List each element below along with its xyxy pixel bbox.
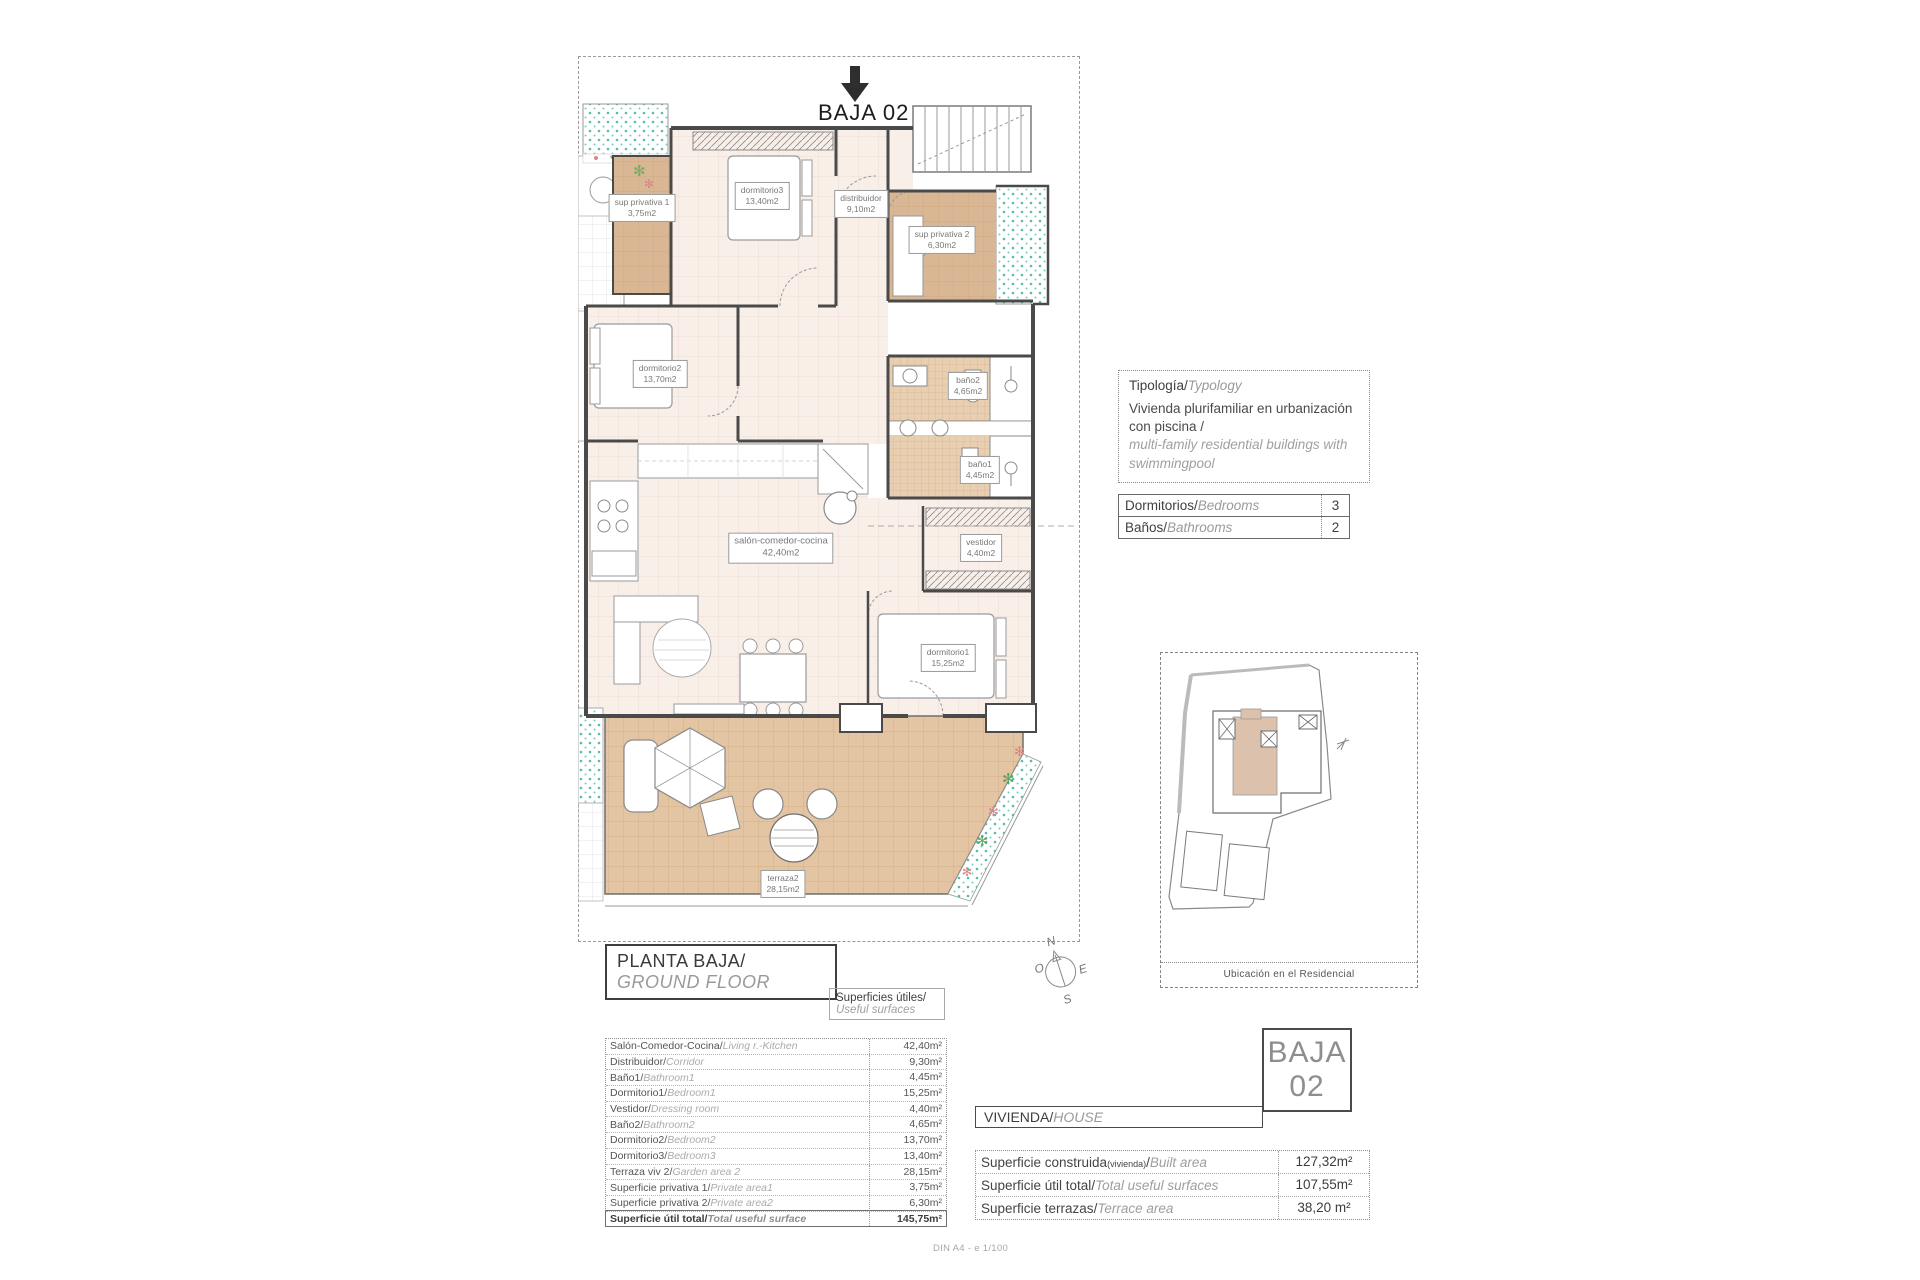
table-row: Dormitorio3/Bedroom3 13,40m² [606, 1148, 946, 1164]
table-row: Superficie útil total/Total useful surfaces 107,55m² [976, 1173, 1369, 1196]
site-location-map [1160, 652, 1418, 988]
svg-text:✻: ✻ [1014, 744, 1025, 759]
table-row: Superficie construida(vivienda)/Built area 127,32m² [976, 1151, 1369, 1173]
table-row: Vestidor/Dressing room 4,40m² [606, 1101, 946, 1117]
site-map-drawing [1161, 653, 1415, 959]
house-table-header: VIVIENDA/ HOUSE [975, 1106, 1263, 1128]
svg-text:S: S [1061, 991, 1074, 1008]
table-row: Superficie privativa 2/Private area2 6,30m² [606, 1195, 946, 1211]
unit-entry-label: BAJA 02 [818, 100, 910, 125]
table-row-total: Superficie útil total/Total useful surface 145,75m² [606, 1211, 946, 1227]
typology-title: Tipología/Typology [1129, 378, 1242, 393]
room-label-dormitorio2: dormitorio2 13,70m2 [633, 360, 688, 388]
room-label-dormitorio1: dormitorio1 15,25m2 [921, 644, 976, 672]
house-totals-table [975, 1150, 1370, 1220]
counts-row-bedrooms: Dormitorios/Bedrooms 3 [1119, 495, 1349, 516]
table-row: Superficie privativa 1/Private area1 3,75m² [606, 1179, 946, 1195]
floor-title-en: GROUND FLOOR [617, 972, 771, 992]
svg-text:✻: ✻ [962, 865, 973, 879]
typology-text-es: Vivienda plurifamiliar en urbanización con piscina / [1129, 401, 1353, 435]
svg-text:E: E [1076, 961, 1089, 977]
table-row: Dormitorio2/Bedroom2 13,70m² [606, 1132, 946, 1148]
floor-plan [578, 56, 1078, 940]
svg-text:✻: ✻ [988, 804, 999, 819]
room-label-terraza2: terraza2 28,15m2 [760, 870, 805, 898]
useful-surfaces-header: Superficies útiles/ Useful surfaces [829, 988, 945, 1020]
table-row: Dormitorio1/Bedroom1 15,25m² [606, 1085, 946, 1101]
bathrooms-count: 2 [1321, 517, 1349, 538]
table-row: Baño2/Bathroom2 4,65m² [606, 1116, 946, 1132]
svg-text:N: N [1044, 933, 1058, 950]
room-label-banio2: baño2 4,65m2 [948, 372, 988, 400]
table-row: Distribuidor/Corridor 9,30m² [606, 1054, 946, 1070]
room-label-distribuidor: distribuidor 9,10m2 [834, 190, 888, 218]
unit-id-box: BAJA 02 [1262, 1028, 1352, 1112]
svg-text:O: O [1032, 960, 1046, 977]
svg-text:✻: ✻ [644, 177, 655, 191]
table-row: Superficie terrazas/Terrace area 38,20 m² [976, 1196, 1369, 1219]
site-map-caption: Ubicación en el Residencial [1161, 962, 1417, 987]
bedrooms-count: 3 [1321, 495, 1349, 516]
room-label-banio1: baño1 4,45m2 [960, 456, 1000, 484]
table-row: Baño1/Bathroom1 4,45m² [606, 1069, 946, 1085]
svg-text:✻: ✻ [1002, 771, 1015, 788]
room-label-salon: salón-comedor-cocina 42,40m2 [728, 533, 833, 564]
table-row: Terraza viv 2/Garden area 2 28,15m² [606, 1164, 946, 1180]
scale-note: DIN A4 - e 1/100 [933, 1243, 1009, 1254]
floor-title-es: PLANTA BAJA/ [617, 951, 746, 971]
room-label-sup-privativa-2: sup privativa 2 6,30m2 [909, 226, 976, 254]
room-label-vestidor: vestidor 4,40m2 [960, 534, 1002, 562]
svg-text:✻: ✻ [633, 163, 646, 180]
room-label-dormitorio3: dormitorio3 13,40m2 [735, 182, 790, 210]
useful-surfaces-table [605, 1038, 947, 1227]
room-label-sup-privativa-1: sup privativa 1 3,75m2 [609, 194, 676, 222]
counts-table [1118, 494, 1350, 539]
floor-title-box [605, 944, 837, 1000]
svg-text:✻: ✻ [976, 833, 989, 850]
floor-plan-drawing [578, 56, 1078, 940]
table-row: Salón-Comedor-Cocina/Living r.-Kitchen 42,40m² [606, 1039, 946, 1054]
counts-row-bathrooms: Baños/Bathrooms 2 [1119, 516, 1349, 538]
typology-text-en: multi-family residential buildings with swimmingpool [1129, 437, 1348, 471]
typology-box [1118, 370, 1370, 483]
compass-rose-icon [1028, 932, 1092, 1010]
